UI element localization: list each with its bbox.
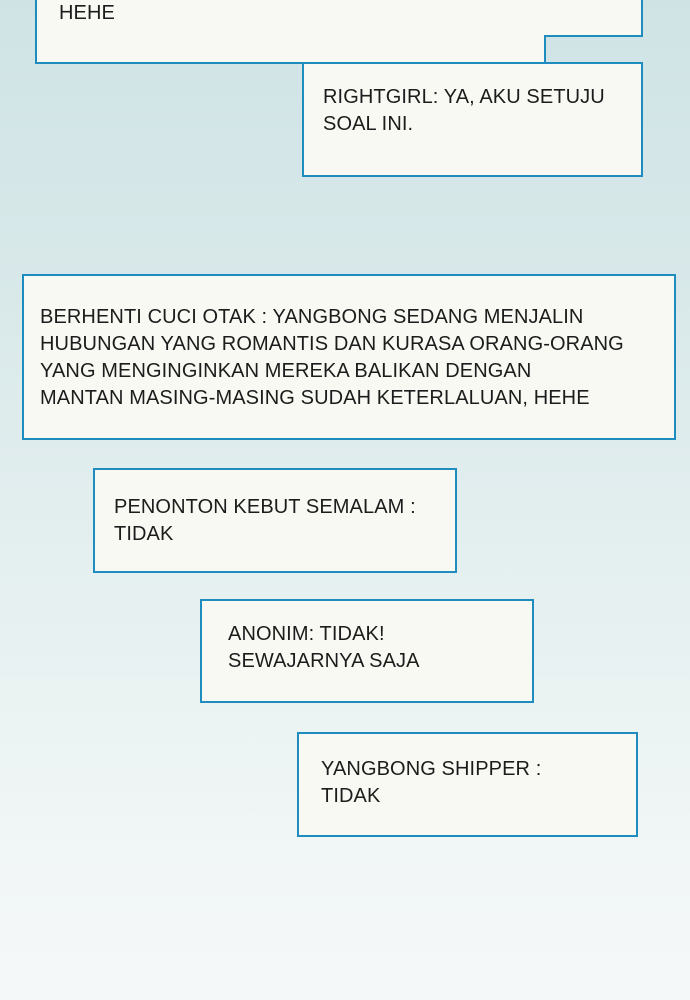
- comment-box-anonim: [200, 599, 534, 703]
- comment-text-berhenti-cuci-otak: BERHENTI CUCI OTAK : YANGBONG SEDANG MENJALIN HUBUNGAN YANG ROMANTIS DAN KURASA ORANG-ORANG YANG MENGINGINKAN MEREKA BALIKAN DENGAN MANTAN MASING-MASING SUDAH KETERLALUAN, HEHE: [40, 306, 624, 409]
- comment-text-rightgirl: RIGHTGIRL: YA, AKU SETUJU SOAL INI.: [323, 86, 605, 135]
- comment-text-penonton: PENONTON KEBUT SEMALAM : TIDAK: [114, 496, 416, 545]
- comment-box-penonton: [93, 468, 457, 573]
- comment-text-yangbong-shipper: YANGBONG SHIPPER : TIDAK: [321, 758, 542, 807]
- comment-text-anonim: ANONIM: TIDAK! SEWAJARNYA SAJA: [228, 623, 420, 672]
- comment-box-rightgirl: [302, 62, 643, 177]
- comment-box-top-notch: [544, 0, 643, 37]
- comment-text-top: HEHE: [59, 2, 115, 24]
- comment-box-yangbong-shipper: [297, 732, 638, 837]
- comment-box-top: [35, 0, 546, 64]
- comment-box-berhenti-cuci-otak: [22, 274, 676, 440]
